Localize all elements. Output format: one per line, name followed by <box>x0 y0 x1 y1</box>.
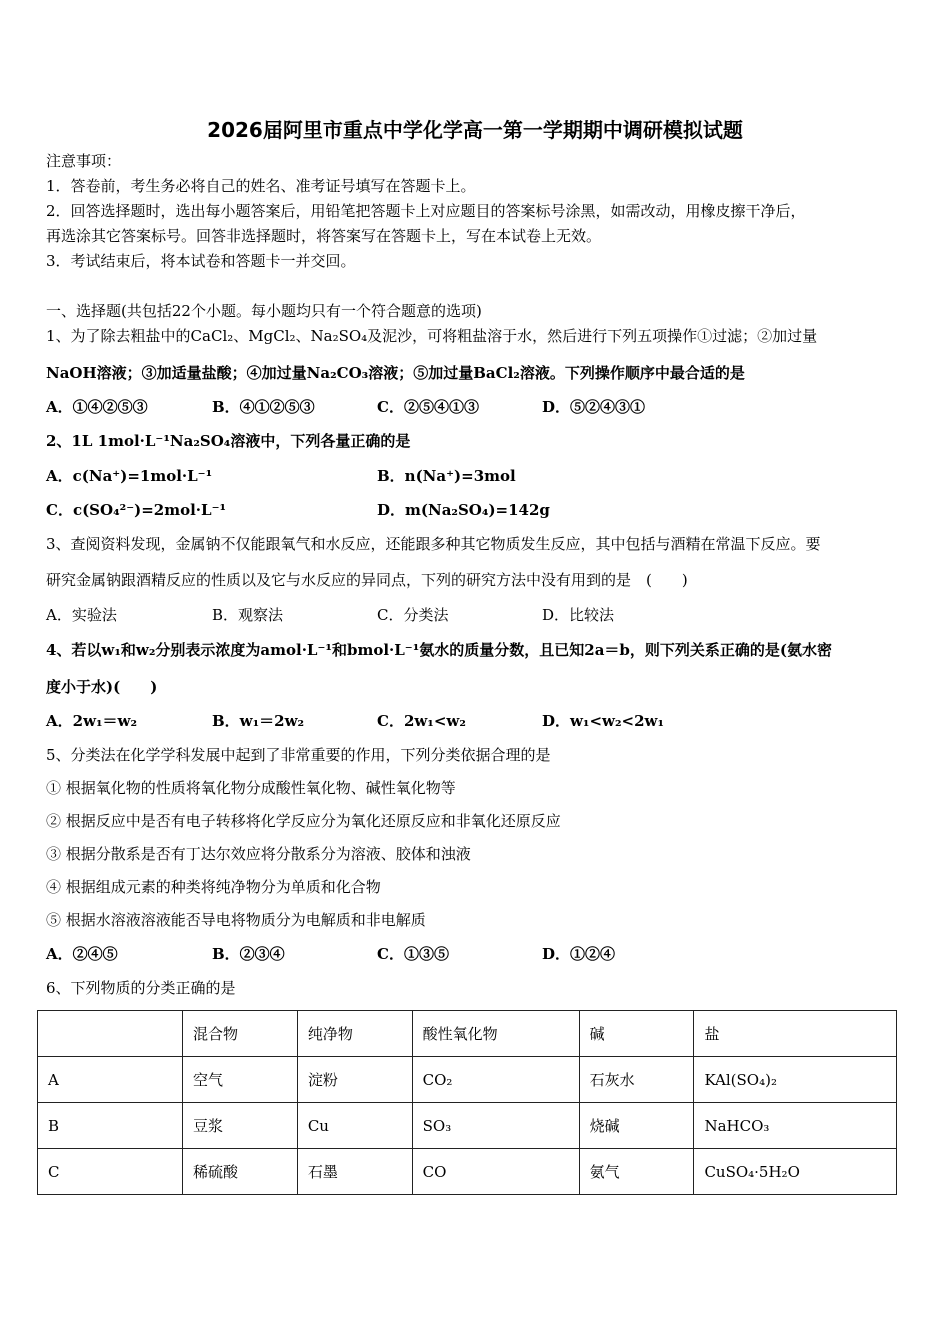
table-row <box>38 1057 897 1103</box>
q5-option-b: B．②③④ <box>212 945 285 963</box>
table-cell: NaHCO₃ <box>694 1103 897 1149</box>
table-header: 碱 <box>579 1011 694 1057</box>
question-2-text: 2、1L 1mol·L⁻¹Na₂SO₄溶液中，下列各量正确的是 <box>46 432 411 450</box>
q5-option-a: A．②④⑤ <box>46 945 118 963</box>
question-5-item: ② 根据反应中是否有电子转移将化学反应分为氧化还原反应和非氧化还原反应 <box>46 812 561 830</box>
table-cell: 空气 <box>183 1057 298 1103</box>
table-cell: 稀硫酸 <box>183 1149 298 1195</box>
table-cell: A <box>38 1057 183 1103</box>
table-cell: 氨气 <box>579 1149 694 1195</box>
note-item: 3．考试结束后，将本试卷和答题卡一并交回。 <box>46 252 356 270</box>
classification-table <box>37 1010 897 1195</box>
table-cell: KAl(SO₄)₂ <box>694 1057 897 1103</box>
q4-option-b: B．w₁＝2w₂ <box>212 712 305 730</box>
question-1-text: NaOH溶液；③加适量盐酸；④加过量Na₂CO₃溶液；⑤加过量BaCl₂溶液。下列操作顺序中最合适的是 <box>46 364 745 382</box>
notes-heading: 注意事项： <box>46 152 122 170</box>
q1-option-c: C．②⑤④①③ <box>377 398 479 416</box>
table-cell: 石灰水 <box>579 1057 694 1103</box>
table-cell: CuSO₄·5H₂O <box>694 1149 897 1195</box>
q1-option-d: D．⑤②④③① <box>542 398 646 416</box>
question-5-item: ① 根据氧化物的性质将氧化物分成酸性氧化物、碱性氧化物等 <box>46 779 456 797</box>
question-6-text: 6、下列物质的分类正确的是 <box>46 979 236 997</box>
note-item: 再选涂其它答案标号。回答非选择题时，将答案写在答题卡上，写在本试卷上无效。 <box>46 227 602 245</box>
question-1-text: 1、为了除去粗盐中的CaCl₂、MgCl₂、Na₂SO₄及泥沙，可将粗盐溶于水，然后进行下列五项操作①过滤；②加过量 <box>46 327 818 345</box>
table-cell: CO <box>412 1149 579 1195</box>
q3-option-a: A．实验法 <box>46 606 117 624</box>
question-5-text: 5、分类法在化学学科发展中起到了非常重要的作用，下列分类依据合理的是 <box>46 746 551 764</box>
q5-option-d: D．①②④ <box>542 945 616 963</box>
q3-option-b: B．观察法 <box>212 606 284 624</box>
note-item: 1．答卷前，考生务必将自己的姓名、准考证号填写在答题卡上。 <box>46 177 476 195</box>
section-heading: 一、选择题(共包括22个小题。每小题均只有一个符合题意的选项) <box>46 302 482 320</box>
q2-option-c: C．c(SO₄²⁻)=2mol·L⁻¹ <box>46 501 227 519</box>
q3-option-d: D．比较法 <box>542 606 615 624</box>
question-3-text: 3、查阅资料发现，金属钠不仅能跟氧气和水反应，还能跟多种其它物质发生反应，其中包括与酒精在常温下反应。要 <box>46 535 821 553</box>
table-header <box>38 1011 183 1057</box>
table-header-row <box>38 1011 897 1057</box>
table-header: 混合物 <box>183 1011 298 1057</box>
question-5-item: ③ 根据分散系是否有丁达尔效应将分散系分为溶液、胶体和浊液 <box>46 845 471 863</box>
page-title: 2026届阿里市重点中学化学高一第一学期期中调研模拟试题 <box>207 118 743 142</box>
q4-option-d: D．w₁<w₂<2w₁ <box>542 712 665 730</box>
table-cell: B <box>38 1103 183 1149</box>
table-cell: 烧碱 <box>579 1103 694 1149</box>
table-header: 酸性氧化物 <box>412 1011 579 1057</box>
table-cell: C <box>38 1149 183 1195</box>
question-5-item: ④ 根据组成元素的种类将纯净物分为单质和化合物 <box>46 878 381 896</box>
q1-option-b: B．④①②⑤③ <box>212 398 315 416</box>
table-cell: SO₃ <box>412 1103 579 1149</box>
table-row <box>38 1103 897 1149</box>
note-item: 2．回答选择题时，选出每小题答案后，用铅笔把答题卡上对应题目的答案标号涂黑，如需改动，用橡皮擦干净后， <box>46 202 806 220</box>
q5-option-c: C．①③⑤ <box>377 945 449 963</box>
q3-option-c: C．分类法 <box>377 606 449 624</box>
table-cell: Cu <box>297 1103 412 1149</box>
table-cell: 豆浆 <box>183 1103 298 1149</box>
q4-option-a: A．2w₁＝w₂ <box>46 712 138 730</box>
q2-option-a: A．c(Na⁺)=1mol·L⁻¹ <box>46 467 213 485</box>
table-cell: 淀粉 <box>297 1057 412 1103</box>
question-3-text: 研究金属钠跟酒精反应的性质以及它与水反应的异同点，下列的研究方法中没有用到的是 ( ) <box>46 571 688 589</box>
table-header: 盐 <box>694 1011 897 1057</box>
q2-option-b: B．n(Na⁺)=3mol <box>377 467 516 485</box>
q2-option-d: D．m(Na₂SO₄)=142g <box>377 501 550 519</box>
table-cell: 石墨 <box>297 1149 412 1195</box>
q1-option-a: A．①④②⑤③ <box>46 398 148 416</box>
q4-option-c: C．2w₁<w₂ <box>377 712 466 730</box>
table-cell: CO₂ <box>412 1057 579 1103</box>
question-4-text: 度小于水)( ) <box>46 678 158 696</box>
question-5-item: ⑤ 根据水溶液溶液能否导电将物质分为电解质和非电解质 <box>46 911 426 929</box>
table-header: 纯净物 <box>297 1011 412 1057</box>
table-row <box>38 1149 897 1195</box>
question-4-text: 4、若以w₁和w₂分别表示浓度为amol·L⁻¹和bmol·L⁻¹氨水的质量分数，且已知2a＝b，则下列关系正确的是(氨水密 <box>46 641 833 659</box>
